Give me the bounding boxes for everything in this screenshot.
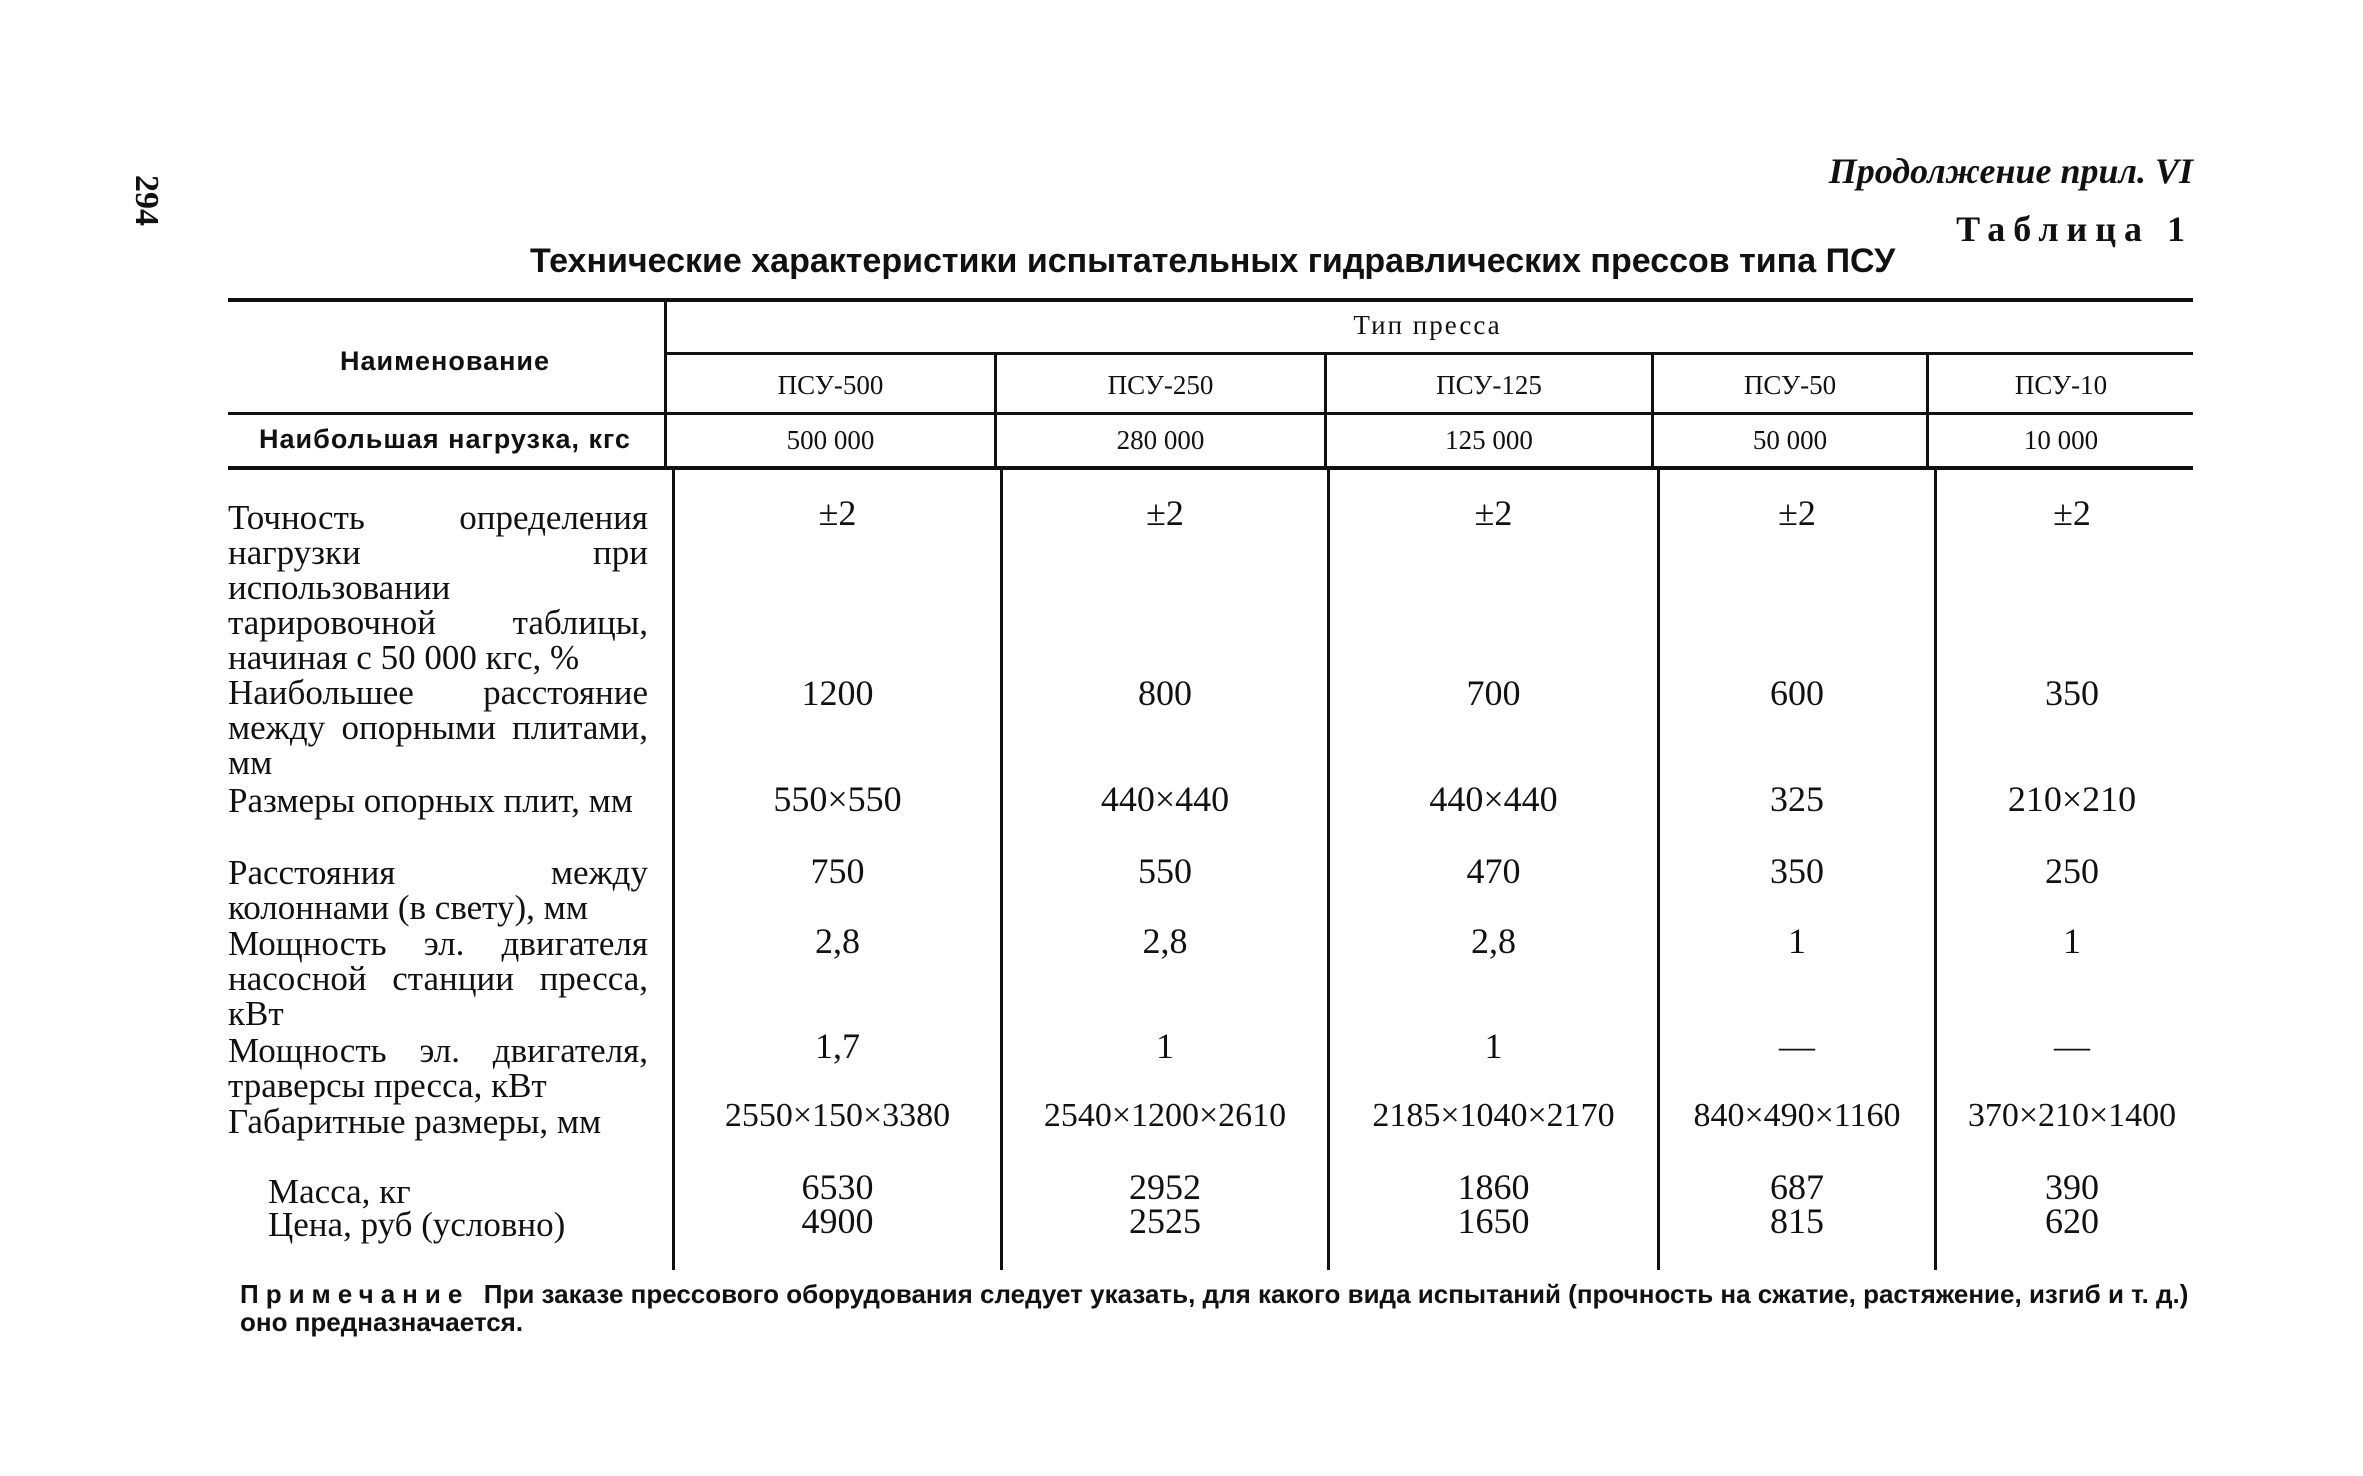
table-cell: 1200 bbox=[801, 673, 874, 713]
table-cell: ±2 bbox=[1778, 493, 1816, 533]
table-cell: 350 bbox=[2045, 673, 2099, 713]
table-cell: 815 bbox=[1770, 1201, 1824, 1241]
table-cell: ±2 bbox=[1146, 493, 1184, 533]
table-cell: ±2 bbox=[1474, 493, 1513, 533]
table-cell: 800 bbox=[1138, 673, 1192, 713]
table-cell: 210×210 bbox=[2007, 779, 2137, 819]
row-label-max-distance: Наибольшее расстояние между опорными плитами, мм bbox=[228, 673, 648, 782]
note-text: При заказе прессового оборудования следует указать, для какого вида испытаний (прочность на сжатие, растяжение, изгиб и т. д.) оно предназначается. bbox=[240, 1279, 2189, 1337]
model-header: ПСУ-500 bbox=[777, 370, 884, 400]
continuation-caption: Продолжение прил. VI bbox=[1828, 151, 2193, 191]
row-label-mass: Масса, кг bbox=[268, 1172, 411, 1211]
table-cell: 2185×1040×2170 bbox=[1372, 1097, 1615, 1134]
table-cell: 2,8 bbox=[815, 921, 860, 961]
name-column-header: Наименование bbox=[339, 346, 551, 376]
max-load-value: 10 000 bbox=[2023, 425, 2099, 455]
row-label-accuracy: Точность определения нагрузки при использовании тарировочной таблицы, начиная с 50 000 кгс, % bbox=[228, 498, 648, 677]
note-lead: Примечание bbox=[240, 1279, 470, 1309]
max-load-value: 50 000 bbox=[1752, 425, 1828, 455]
table-cell: 1650 bbox=[1457, 1201, 1530, 1241]
max-load-label: Наибольшая нагрузка, кгс bbox=[259, 424, 631, 454]
table-cell: 2550×150×3380 bbox=[724, 1097, 951, 1134]
table-cell: 2540×1200×2610 bbox=[1043, 1097, 1287, 1134]
table-number: Таблица 1 bbox=[1956, 209, 2193, 249]
load-bottom-rule bbox=[228, 466, 2193, 470]
type-rule bbox=[665, 352, 2193, 355]
table-cell: 4900 bbox=[801, 1201, 874, 1241]
row-label-traverse-motor-power: Мощность эл. двигателя, траверсы пресса, кВт bbox=[228, 1031, 648, 1105]
table-cell: 6530 bbox=[801, 1167, 874, 1207]
table-cell: 550 bbox=[1138, 851, 1192, 891]
model-header: ПСУ-125 bbox=[1436, 370, 1542, 400]
table-cell: 1860 bbox=[1457, 1167, 1530, 1207]
table-cell: 470 bbox=[1466, 851, 1521, 891]
table-cell: 325 bbox=[1770, 779, 1824, 819]
table-cell: 1 bbox=[1156, 1026, 1174, 1066]
table-cell: 440×440 bbox=[1100, 779, 1230, 819]
table-cell: 370×210×1400 bbox=[1967, 1097, 2177, 1134]
press-type-header: Тип пресса bbox=[1353, 310, 1502, 340]
table-cell: 2,8 bbox=[1471, 921, 1516, 961]
row-label-column-distance: Расстояния между колоннами (в свету), мм bbox=[228, 853, 648, 927]
top-rule bbox=[228, 298, 2193, 302]
table-cell: 1,7 bbox=[815, 1026, 860, 1066]
row-label-plate-size: Размеры опорных плит, мм bbox=[228, 781, 633, 820]
table-cell: 687 bbox=[1770, 1167, 1824, 1207]
table-cell: ±2 bbox=[818, 493, 857, 533]
table-cell: — bbox=[2054, 1026, 2090, 1066]
row-label-pump-motor-power: Мощность эл. двигателя насосной станции пресса, кВт bbox=[228, 924, 648, 1033]
table-cell: 750 bbox=[810, 851, 865, 891]
table-cell: 1 bbox=[1484, 1026, 1503, 1066]
table-cell: 620 bbox=[2045, 1201, 2099, 1241]
model-header: ПСУ-250 bbox=[1107, 370, 1214, 400]
row-label-overall-dimensions: Габаритные размеры, мм bbox=[228, 1102, 602, 1141]
table-cell: 840×490×1160 bbox=[1693, 1097, 1901, 1134]
max-load-value: 280 000 bbox=[1116, 425, 1205, 455]
table-cell: 600 bbox=[1770, 673, 1824, 713]
table-cell: 440×440 bbox=[1429, 779, 1558, 819]
table-cell: 2525 bbox=[1129, 1201, 1201, 1241]
model-header: ПСУ-10 bbox=[2014, 370, 2108, 400]
table-cell: 1 bbox=[2063, 921, 2081, 961]
table-cell: 700 bbox=[1466, 673, 1521, 713]
max-load-value: 125 000 bbox=[1445, 425, 1533, 455]
table-cell: 350 bbox=[1770, 851, 1824, 891]
row-label-price: Цена, руб (условно) bbox=[268, 1205, 566, 1244]
table-note bbox=[240, 1280, 2200, 1336]
table-title: Технические характеристики испытательных гидравлических прессов типа ПСУ bbox=[530, 242, 1896, 280]
model-header: ПСУ-50 bbox=[1743, 370, 1837, 400]
table-cell: 250 bbox=[2045, 851, 2099, 891]
table-cell: 390 bbox=[2045, 1167, 2099, 1207]
table-cell: 2,8 bbox=[1142, 921, 1188, 961]
max-load-value: 500 000 bbox=[786, 425, 875, 455]
header-bottom-rule bbox=[228, 412, 2193, 415]
page-number: 294 bbox=[128, 175, 165, 226]
table-cell: 550×550 bbox=[773, 779, 902, 819]
table-cell: 2952 bbox=[1129, 1167, 1201, 1207]
table-cell: 1 bbox=[1788, 921, 1806, 961]
table-cell: — bbox=[1779, 1026, 1815, 1066]
table-cell: ±2 bbox=[2053, 493, 2091, 533]
